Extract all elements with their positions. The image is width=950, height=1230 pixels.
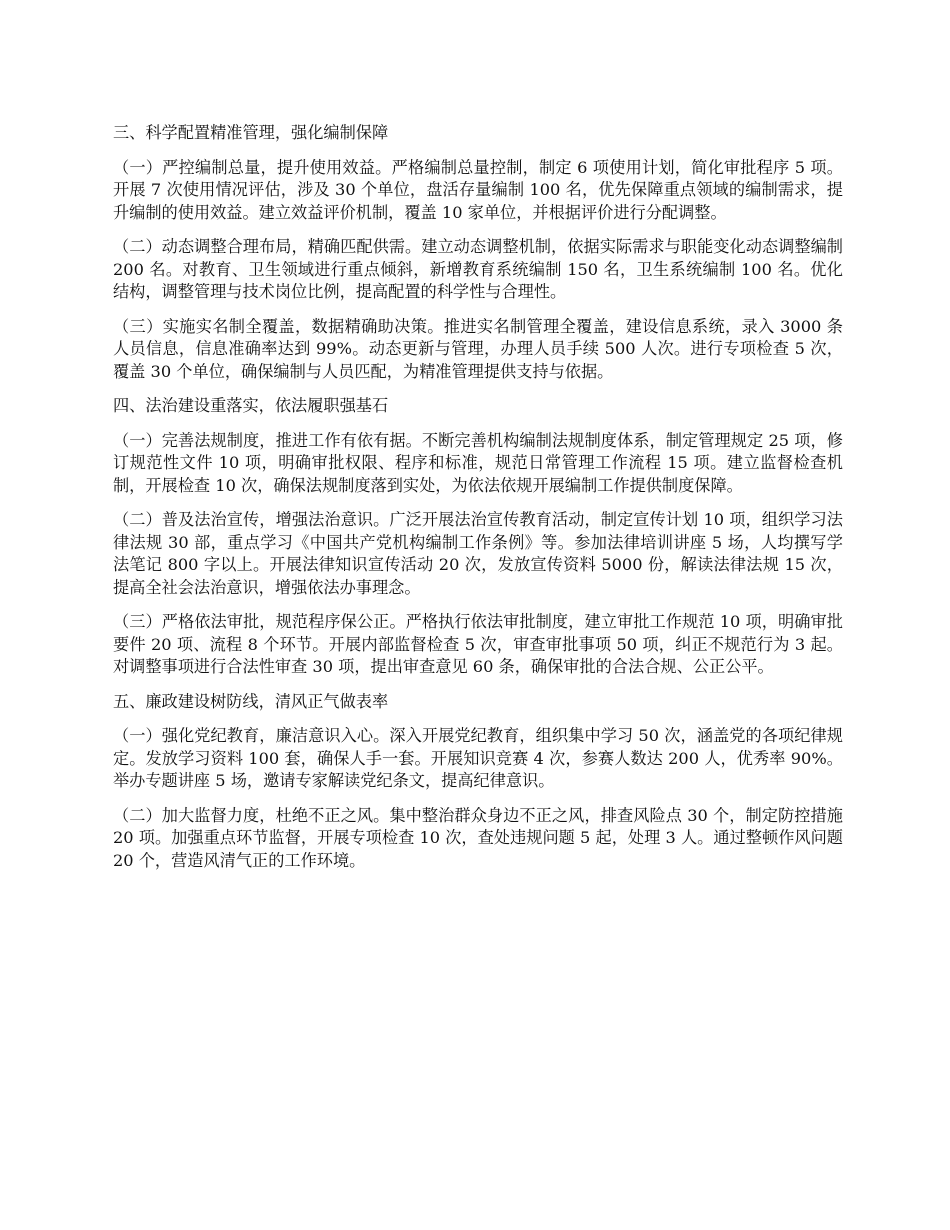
paragraph: （二）动态调整合理布局，精确匹配供需。建立动态调整机制，依据实际需求与职能变化动态调整编制 200 名。对教育、卫生领域进行重点倾斜，新增教育系统编制 150 名，卫生系统编制 100 名。优化结构，调整管理与技术岗位比例，提高配置的科学性与合理性。 — [113, 237, 843, 301]
paragraph: （三）严格依法审批，规范程序保公正。严格执行依法审批制度，建立审批工作规范 10 项，明确审批要件 20 项、流程 8 个环节。开展内部监督检查 5 次，审查审批事项 50 项，纠正不规范行为 3 起。对调整事项进行合法性审查 30 项，提出审查意见 60 条，确保审批的合法合规、公正公平。 — [113, 612, 843, 676]
section-heading-5: 五、廉政建设树防线，清风正气做表率 — [113, 691, 389, 711]
paragraph: （二）加大监督力度，杜绝不正之风。集中整治群众身边不正之风，排查风险点 30 个，制定防控措施 20 项。加强重点环节监督，开展专项检查 10 次，查处违规问题 5 起，处理 3 人。通过整顿作风问题 20 个，营造风清气正的工作环境。 — [113, 805, 843, 870]
paragraph: （一）完善法规制度，推进工作有依有据。不断完善机构编制法规制度体系，制定管理规定 25 项，修订规范性文件 10 项，明确审批权限、程序和标准，规范日常管理工作流程 15 项。建立监督检查机制，开展检查 10 次，确保法规制度落到实处，为依法依规开展编制工作提供制度保障。 — [113, 430, 843, 495]
paragraph: （一）严控编制总量，提升使用效益。严格编制总量控制，制定 6 项使用计划，简化审批程序 5 项。开展 7 次使用情况评估，涉及 30 个单位，盘活存量编制 100 名，优先保障重点领域的编制需求，提升编制的使用效益。建立效益评价机制，覆盖 10 家单位，并根据评价进行分配调整。 — [113, 157, 843, 222]
paragraph: （一）强化党纪教育，廉洁意识入心。深入开展党纪教育，组织集中学习 50 次，涵盖党的各项纪律规定。发放学习资料 100 套，确保人手一套。开展知识竞赛 4 次，参赛人数达 200 人，优秀率 90%。举办专题讲座 5 场，邀请专家解读党纪条文，提高纪律意识。 — [113, 726, 843, 790]
document-body — [113, 122, 843, 884]
paragraph: （三）实施实名制全覆盖，数据精确助决策。推进实名制管理全覆盖，建设信息系统，录入 3000 条人员信息，信息准确率达到 99%。动态更新与管理，办理人员手续 500 人次。进行专项检查 5 次，覆盖 30 个单位，确保编制与人员匹配，为精准管理提供支持与依据。 — [113, 316, 843, 381]
paragraph: （二）普及法治宣传，增强法治意识。广泛开展法治宣传教育活动，制定宣传计划 10 项，组织学习法律法规 30 部，重点学习《中国共产党机构编制工作条例》等。参加法律培训讲座 5 场，人均撰写学法笔记 800 字以上。开展法律知识宣传活动 20 次，发放宣传资料 5000 份，解读法律法规 15 次，提高全社会法治意识，增强依法办事理念。 — [113, 510, 843, 597]
section-heading-3: 三、科学配置精准管理，强化编制保障 — [113, 123, 389, 142]
section-heading-4: 四、法治建设重落实，依法履职强基石 — [113, 396, 389, 415]
